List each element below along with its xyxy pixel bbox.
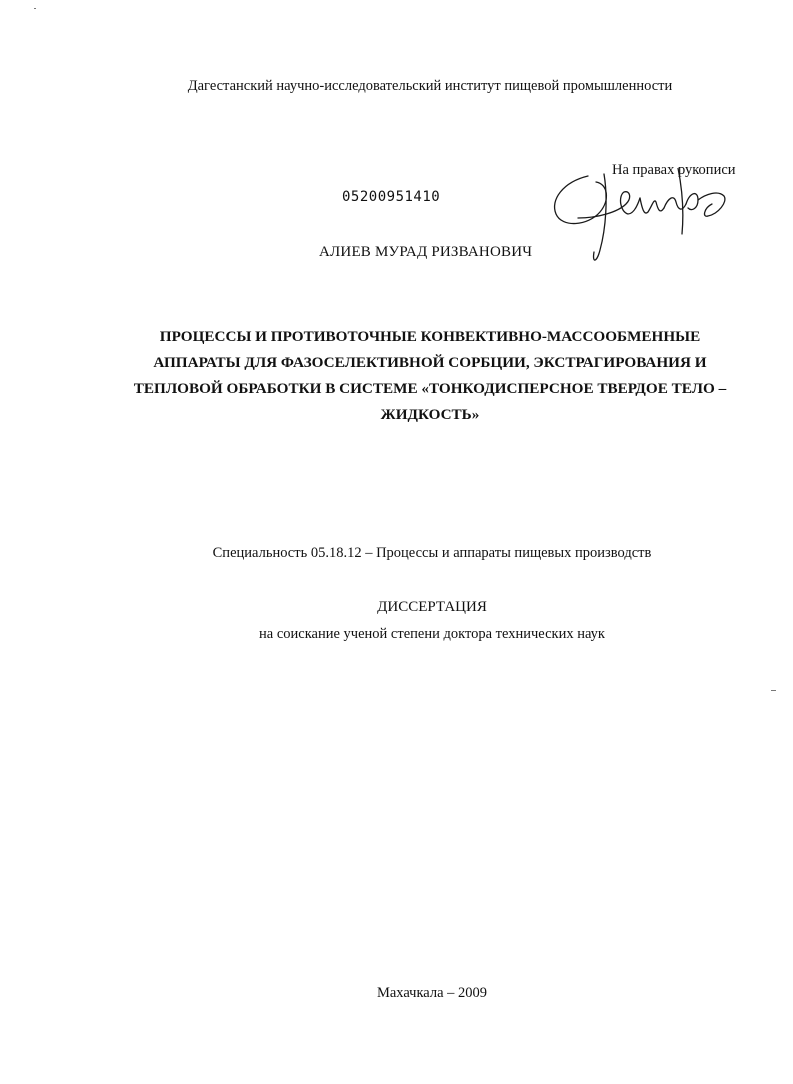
title-line: ПРОЦЕССЫ И ПРОТИВОТОЧНЫЕ КОНВЕКТИВНО-МАССООБМЕННЫЕ bbox=[159, 328, 701, 345]
specialty: Специальность 05.18.12 – Процессы и аппараты пищевых производств bbox=[212, 545, 652, 561]
city-year: Махачкала – 2009 bbox=[376, 985, 488, 1001]
scan-speck bbox=[771, 690, 776, 691]
title-line: АППАРАТЫ ДЛЯ ФАЗОСЕЛЕКТИВНОЙ СОРБЦИИ, ЭКСТРАГИРОВАНИЯ И bbox=[153, 354, 707, 371]
scan-speck bbox=[34, 8, 36, 9]
author-name: АЛИЕВ МУРАД РИЗВАНОВИЧ bbox=[319, 244, 533, 260]
handwritten-signature bbox=[548, 168, 738, 272]
dissertation-title bbox=[100, 324, 760, 428]
title-line: ЖИДКОСТЬ» bbox=[380, 406, 480, 423]
rights-note: На правах рукописи bbox=[612, 162, 736, 178]
title-line: ТЕПЛОВОЙ ОБРАБОТКИ В СИСТЕМЕ «ТОНКОДИСПЕРСНОЕ ТВЕРДОЕ ТЕЛО – bbox=[133, 380, 727, 397]
registry-code: 05200951410 bbox=[342, 189, 441, 205]
institute-name: Дагестанский научно-исследовательский институт пищевой промышленности bbox=[187, 78, 673, 94]
degree-line: на соискание ученой степени доктора технических наук bbox=[259, 626, 605, 642]
document-type: ДИССЕРТАЦИЯ bbox=[377, 599, 487, 615]
